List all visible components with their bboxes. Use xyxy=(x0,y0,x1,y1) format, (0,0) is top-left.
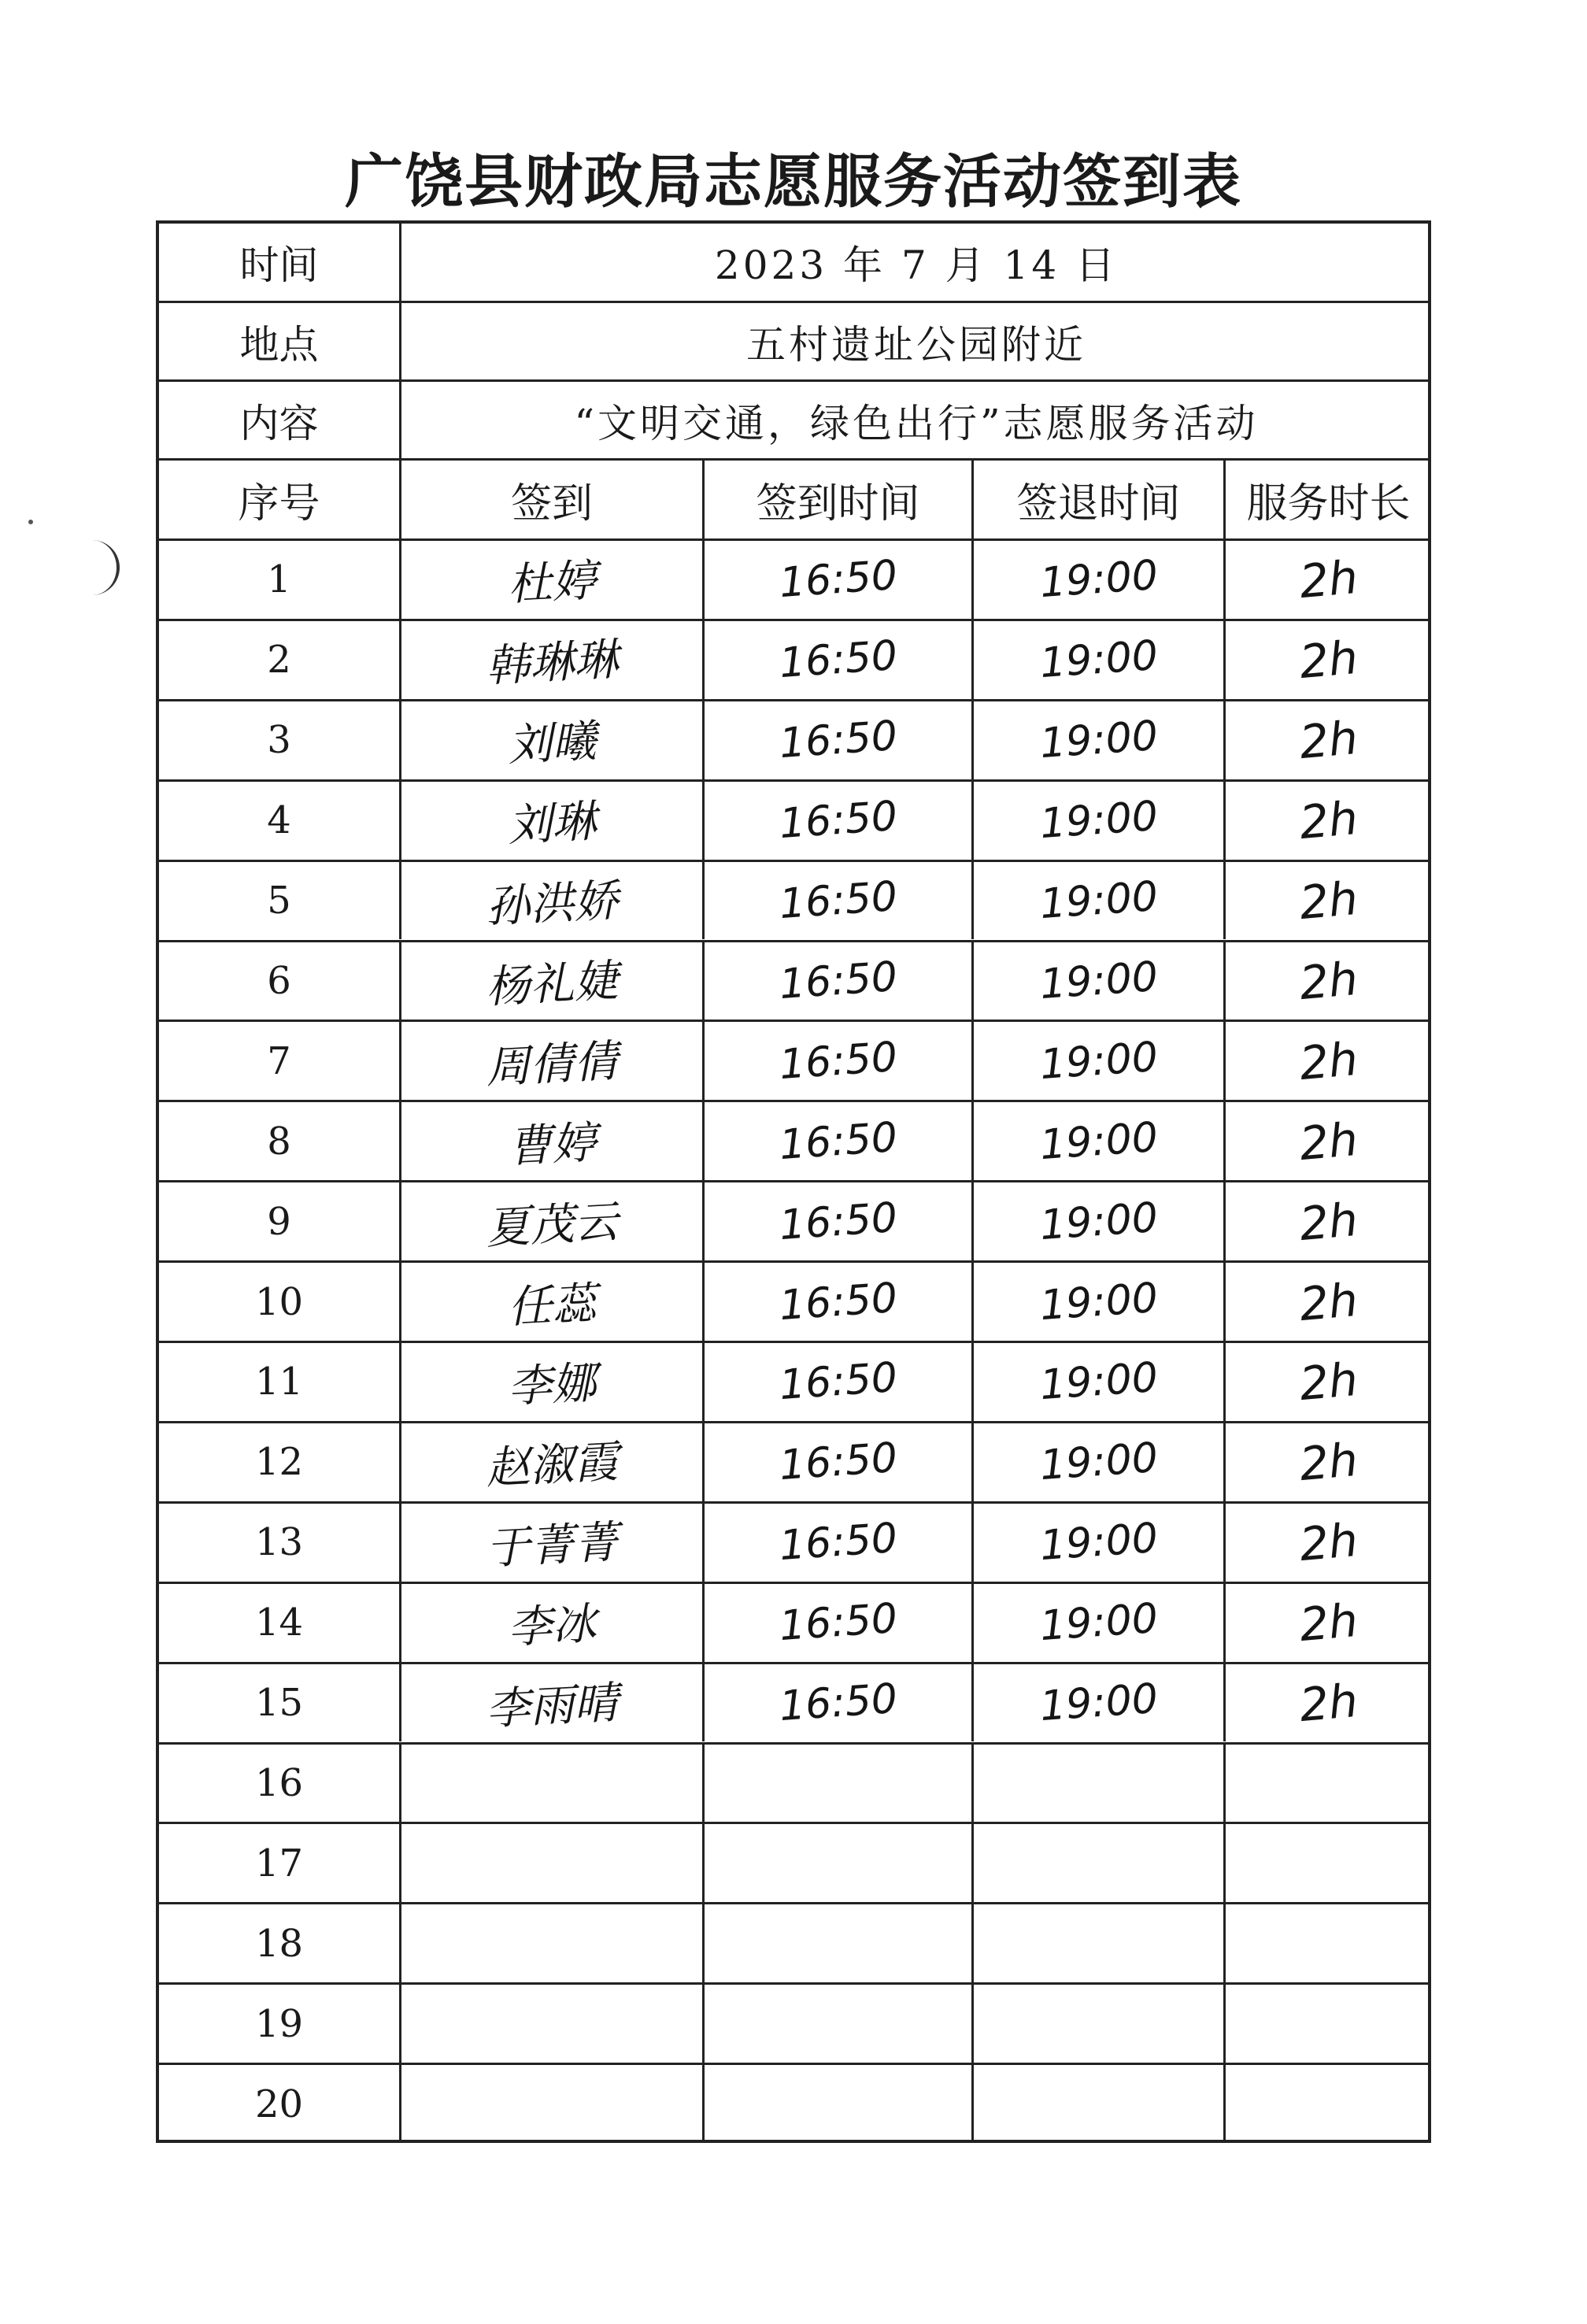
row-number-cell xyxy=(159,1904,399,1982)
service-duration-cell xyxy=(1223,1584,1431,1662)
signature-cell xyxy=(399,1102,702,1180)
row-number: 6 xyxy=(267,958,291,1003)
service-duration: 2h xyxy=(1297,1192,1360,1251)
service-duration: 2h xyxy=(1297,1433,1360,1492)
signature-cell xyxy=(399,541,702,619)
signout-time: 19:00 xyxy=(1038,792,1160,849)
signin-time: 16:50 xyxy=(777,1675,899,1731)
content-label: 内容 xyxy=(239,400,319,446)
signature-cell xyxy=(399,782,702,860)
signin-time-cell xyxy=(702,2065,971,2143)
col-header-duration: 服务时长 xyxy=(1223,461,1431,538)
table-row xyxy=(159,1662,1428,1742)
signin-time: 16:50 xyxy=(777,1515,899,1571)
row-number-cell xyxy=(159,2065,399,2143)
service-duration-cell xyxy=(1223,782,1431,860)
row-number: 9 xyxy=(267,1199,291,1244)
row-number: 10 xyxy=(254,1279,304,1324)
signin-time: 16:50 xyxy=(777,632,899,688)
signin-time-cell xyxy=(702,1664,971,1742)
row-number-cell xyxy=(159,1664,399,1742)
row-number-cell xyxy=(159,1343,399,1421)
row-number: 16 xyxy=(254,1760,304,1805)
service-duration-cell xyxy=(1223,862,1431,940)
table-row xyxy=(159,1180,1428,1260)
service-duration-cell xyxy=(1223,1824,1431,1902)
signature-cell xyxy=(399,1263,702,1341)
time-label: 时间 xyxy=(239,242,319,288)
place-value: 五村遗址公园附近 xyxy=(399,303,1431,379)
signout-time-cell xyxy=(971,621,1223,699)
row-number: 13 xyxy=(254,1520,304,1565)
signout-time: 19:00 xyxy=(1038,1515,1160,1571)
row-number: 7 xyxy=(267,1038,291,1083)
signout-time-cell xyxy=(971,1102,1223,1180)
signout-time-cell xyxy=(971,701,1223,779)
signature-cell xyxy=(399,1504,702,1582)
service-duration-cell xyxy=(1223,1664,1431,1742)
row-number: 8 xyxy=(267,1119,291,1164)
service-duration: 2h xyxy=(1297,1031,1360,1090)
signout-time: 19:00 xyxy=(1038,1193,1160,1249)
signout-time: 19:00 xyxy=(1038,1113,1160,1169)
signature-cell xyxy=(399,701,702,779)
signin-time-cell xyxy=(702,1102,971,1180)
signin-time-cell xyxy=(702,541,971,619)
signout-time-cell xyxy=(971,862,1223,940)
signature: 孙洪娇 xyxy=(484,875,620,934)
service-duration-cell xyxy=(1223,621,1431,699)
signin-time-cell xyxy=(702,1423,971,1501)
service-duration-cell xyxy=(1223,1904,1431,1982)
row-number-cell xyxy=(159,541,399,619)
signature: 赵溆霞 xyxy=(484,1436,620,1495)
signout-time-cell xyxy=(971,942,1223,1020)
signature-cell xyxy=(399,621,702,699)
table-row xyxy=(159,619,1428,699)
col-header-in-time: 签到时间 xyxy=(702,461,971,538)
table-row xyxy=(159,1582,1428,1662)
signature: 曹婷 xyxy=(506,1116,597,1173)
row-number-cell xyxy=(159,1423,399,1501)
service-duration-cell xyxy=(1223,1985,1431,2063)
row-number: 11 xyxy=(254,1360,304,1404)
service-duration: 2h xyxy=(1297,1272,1360,1331)
signin-time-cell xyxy=(702,621,971,699)
signin-time-cell xyxy=(702,1985,971,2063)
service-duration: 2h xyxy=(1297,631,1360,690)
signature-cell xyxy=(399,1904,702,1982)
table-row xyxy=(159,1982,1428,2063)
signout-time-cell xyxy=(971,1985,1223,2063)
signature: 杜婷 xyxy=(506,555,597,612)
signout-time: 19:00 xyxy=(1038,1434,1160,1490)
signature-cell xyxy=(399,942,702,1020)
signout-time-cell xyxy=(971,1504,1223,1582)
signature: 任蕊 xyxy=(506,1277,597,1334)
margin-mark xyxy=(85,540,120,595)
signin-time-cell xyxy=(702,1824,971,1902)
signature-cell xyxy=(399,1423,702,1501)
table-row xyxy=(159,1742,1428,1823)
signin-time-cell xyxy=(702,1745,971,1823)
signout-time-cell xyxy=(971,1182,1223,1260)
signout-time: 19:00 xyxy=(1038,712,1160,768)
signin-time: 16:50 xyxy=(777,792,899,849)
signature: 夏茂云 xyxy=(484,1196,620,1254)
signature-cell xyxy=(399,1985,702,2063)
signout-time-cell xyxy=(971,1022,1223,1100)
table-row xyxy=(159,940,1428,1020)
row-number: 17 xyxy=(254,1841,304,1885)
row-number-cell xyxy=(159,1022,399,1100)
row-number: 4 xyxy=(267,798,291,843)
service-duration-cell xyxy=(1223,701,1431,779)
row-number-cell xyxy=(159,1504,399,1582)
row-number-cell xyxy=(159,942,399,1020)
table-row xyxy=(159,779,1428,860)
table-row xyxy=(159,538,1428,619)
signature-cell xyxy=(399,1182,702,1260)
place-label: 地点 xyxy=(239,321,319,368)
signout-time-cell xyxy=(971,1904,1223,1982)
table-row xyxy=(159,2063,1428,2143)
row-number: 3 xyxy=(267,718,291,763)
service-duration-cell xyxy=(1223,1504,1431,1582)
row-number-cell xyxy=(159,1824,399,1902)
signin-time-cell xyxy=(702,1904,971,1982)
place-row xyxy=(159,301,1428,379)
signout-time-cell xyxy=(971,541,1223,619)
service-duration-cell xyxy=(1223,1343,1431,1421)
signin-time-cell xyxy=(702,942,971,1020)
signout-time-cell xyxy=(971,782,1223,860)
table-row xyxy=(159,1421,1428,1501)
content-value: “文明交通，绿色出行”志愿服务活动 xyxy=(399,382,1431,458)
service-duration: 2h xyxy=(1297,951,1360,1011)
table-row xyxy=(159,1020,1428,1100)
service-duration: 2h xyxy=(1297,871,1360,931)
table-row xyxy=(159,1501,1428,1582)
signature-cell xyxy=(399,1343,702,1421)
signature: 杨礼婕 xyxy=(484,955,620,1014)
signin-time: 16:50 xyxy=(777,712,899,768)
row-number-cell xyxy=(159,1745,399,1823)
signout-time: 19:00 xyxy=(1038,1594,1160,1651)
signout-time-cell xyxy=(971,1343,1223,1421)
signature: 刘琳 xyxy=(506,796,597,853)
service-duration-cell xyxy=(1223,2065,1431,2143)
table-row xyxy=(159,1341,1428,1421)
signout-time: 19:00 xyxy=(1038,1354,1160,1410)
service-duration: 2h xyxy=(1297,1513,1360,1572)
row-number-cell xyxy=(159,862,399,940)
signin-time-cell xyxy=(702,1584,971,1662)
row-number: 18 xyxy=(254,1921,304,1966)
signout-time-cell xyxy=(971,1263,1223,1341)
table-row xyxy=(159,1260,1428,1341)
signin-time: 16:50 xyxy=(777,1594,899,1651)
page-title: 广饶县财政局志愿服务活动签到表 xyxy=(345,148,1242,216)
signature-cell xyxy=(399,1584,702,1662)
signin-table xyxy=(156,220,1431,2143)
table-row xyxy=(159,860,1428,940)
signin-time-cell xyxy=(702,1504,971,1582)
row-number-cell xyxy=(159,1985,399,2063)
signin-time-cell xyxy=(702,1182,971,1260)
row-number: 12 xyxy=(254,1440,304,1485)
signout-time-cell xyxy=(971,1664,1223,1742)
signature: 李娜 xyxy=(506,1357,597,1414)
signature: 韩琳琳 xyxy=(484,634,620,693)
row-number: 14 xyxy=(254,1601,304,1645)
row-number-cell xyxy=(159,1182,399,1260)
signout-time: 19:00 xyxy=(1038,953,1160,1009)
signout-time: 19:00 xyxy=(1038,1033,1160,1089)
row-number: 2 xyxy=(267,638,291,683)
row-number-cell xyxy=(159,701,399,779)
signin-time-cell xyxy=(702,1263,971,1341)
signout-time: 19:00 xyxy=(1038,1675,1160,1731)
signout-time-cell xyxy=(971,2065,1223,2143)
table-row xyxy=(159,1902,1428,1982)
table-row xyxy=(159,699,1428,779)
service-duration-cell xyxy=(1223,541,1431,619)
row-number: 20 xyxy=(254,2082,304,2126)
signature: 李雨晴 xyxy=(484,1677,620,1736)
signin-time: 16:50 xyxy=(777,1354,899,1410)
time-value: 2023 年 7 月 14 日 xyxy=(399,224,1431,301)
col-header-no: 序号 xyxy=(238,480,320,527)
signout-time-cell xyxy=(971,1584,1223,1662)
service-duration-cell xyxy=(1223,1102,1431,1180)
signin-time: 16:50 xyxy=(777,953,899,1009)
service-duration-cell xyxy=(1223,1745,1431,1823)
row-number: 15 xyxy=(254,1681,304,1726)
signin-time-cell xyxy=(702,1022,971,1100)
signature-cell xyxy=(399,2065,702,2143)
signature-cell xyxy=(399,1664,702,1742)
service-duration: 2h xyxy=(1297,711,1360,770)
signature: 李冰 xyxy=(506,1598,597,1655)
row-number-cell xyxy=(159,621,399,699)
signout-time: 19:00 xyxy=(1038,552,1160,608)
service-duration-cell xyxy=(1223,1022,1431,1100)
signin-time: 16:50 xyxy=(777,552,899,608)
signin-time: 16:50 xyxy=(777,872,899,929)
row-number: 1 xyxy=(267,557,291,602)
signout-time: 19:00 xyxy=(1038,1274,1160,1330)
row-number: 5 xyxy=(267,879,291,923)
signout-time-cell xyxy=(971,1423,1223,1501)
signout-time-cell xyxy=(971,1824,1223,1902)
margin-dot xyxy=(28,520,33,524)
signin-time: 16:50 xyxy=(777,1193,899,1249)
col-header-out-time: 签退时间 xyxy=(971,461,1223,538)
signin-time: 16:50 xyxy=(777,1274,899,1330)
signin-time: 16:50 xyxy=(777,1434,899,1490)
time-row xyxy=(159,224,1428,301)
signin-time-cell xyxy=(702,1343,971,1421)
row-number-cell xyxy=(159,782,399,860)
column-header-row xyxy=(159,458,1428,538)
service-duration: 2h xyxy=(1297,550,1360,609)
signature-cell xyxy=(399,1745,702,1823)
signature: 周倩倩 xyxy=(484,1035,620,1094)
signout-time-cell xyxy=(971,1745,1223,1823)
signout-time: 19:00 xyxy=(1038,872,1160,929)
signature-cell xyxy=(399,862,702,940)
content-row xyxy=(159,379,1428,458)
signin-time-cell xyxy=(702,782,971,860)
row-number-cell xyxy=(159,1263,399,1341)
signature-cell xyxy=(399,1022,702,1100)
signin-time: 16:50 xyxy=(777,1033,899,1089)
service-duration: 2h xyxy=(1297,1112,1360,1171)
signature-cell xyxy=(399,1824,702,1902)
service-duration: 2h xyxy=(1297,1353,1360,1412)
table-row xyxy=(159,1822,1428,1902)
row-number-cell xyxy=(159,1102,399,1180)
signin-time-cell xyxy=(702,701,971,779)
service-duration-cell xyxy=(1223,1263,1431,1341)
table-row xyxy=(159,1100,1428,1180)
row-number: 19 xyxy=(254,2001,304,2046)
row-number-cell xyxy=(159,1584,399,1662)
service-duration: 2h xyxy=(1297,1673,1360,1733)
signin-time-cell xyxy=(702,862,971,940)
service-duration: 2h xyxy=(1297,1593,1360,1652)
service-duration: 2h xyxy=(1297,791,1360,850)
service-duration-cell xyxy=(1223,1182,1431,1260)
service-duration-cell xyxy=(1223,1423,1431,1501)
signin-time: 16:50 xyxy=(777,1113,899,1169)
service-duration-cell xyxy=(1223,942,1431,1020)
signout-time: 19:00 xyxy=(1038,632,1160,688)
signature: 刘曦 xyxy=(506,716,597,772)
col-header-signin: 签到 xyxy=(399,461,702,538)
signature: 于菁菁 xyxy=(484,1516,620,1575)
